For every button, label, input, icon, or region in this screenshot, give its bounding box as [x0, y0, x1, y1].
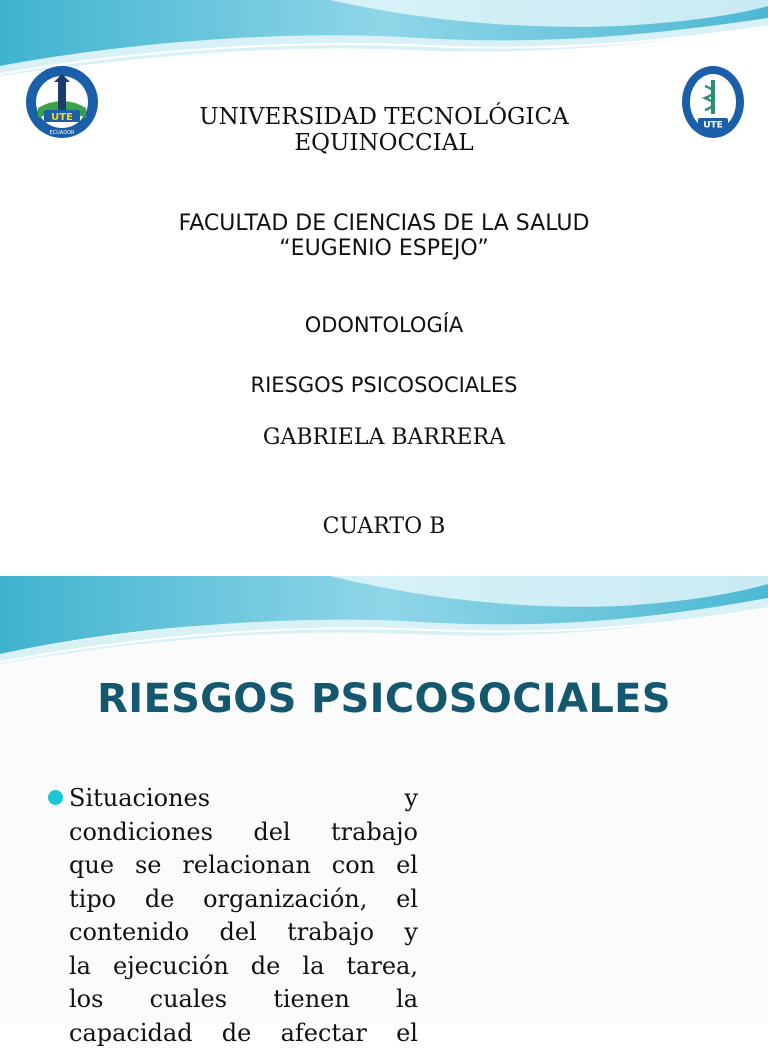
paragraph-word: tipo [69, 883, 116, 917]
paragraph-word: del [253, 816, 290, 850]
paragraph-word: que [69, 849, 114, 883]
bullet-icon [48, 790, 63, 805]
paragraph-line [69, 816, 418, 850]
course-name: CUARTO B [0, 513, 768, 541]
paragraph-word: el [396, 1017, 418, 1050]
paragraph-word: relacionan [182, 849, 310, 883]
logo-left-text: UTE [51, 112, 73, 123]
paragraph-line [69, 916, 418, 950]
paragraph-line [69, 782, 418, 816]
paragraph-word: la [69, 950, 91, 984]
career-name: ODONTOLOGÍA [0, 312, 768, 338]
paragraph-word: el [396, 849, 418, 883]
university-name-line-2: EQUINOCCIAL [0, 130, 768, 156]
paragraph-line [69, 1017, 418, 1050]
paragraph-word: Situaciones [69, 782, 210, 816]
header-wave [0, 576, 768, 666]
bullet-paragraph [69, 782, 418, 1050]
topic-name: RIESGOS PSICOSOCIALES [0, 372, 768, 398]
paragraph-line [69, 849, 418, 883]
paragraph-word: capacidad [69, 1017, 193, 1050]
slide-content [0, 576, 768, 1024]
paragraph-word: de [251, 950, 281, 984]
paragraph-word: el [396, 883, 418, 917]
paragraph-word: contenido [69, 916, 189, 950]
paragraph-word: organización, [203, 883, 367, 917]
paragraph-line [69, 983, 418, 1017]
paragraph-word: la [396, 983, 418, 1017]
author-name: GABRIELA BARRERA [0, 424, 768, 452]
university-name-line-1: UNIVERSIDAD TECNOLÓGICA [0, 104, 768, 130]
paragraph-word: ejecución [113, 950, 229, 984]
faculty-name-line-1: FACULTAD DE CIENCIAS DE LA SALUD [0, 211, 768, 237]
paragraph-word: la [302, 950, 324, 984]
paragraph-word: de [145, 883, 175, 917]
faculty-name-line-2: “EUGENIO ESPEJO” [0, 236, 768, 262]
paragraph-word: tienen [273, 983, 350, 1017]
paragraph-line [69, 883, 418, 917]
paragraph-word: trabajo [287, 916, 374, 950]
slide-heading: RIESGOS PSICOSOCIALES [0, 676, 768, 722]
paragraph-word: cuales [150, 983, 227, 1017]
header-wave [0, 0, 768, 80]
paragraph-word: tarea, [346, 950, 418, 984]
paragraph-word: del [219, 916, 256, 950]
paragraph-word: trabajo [331, 816, 418, 850]
paragraph-word: se [135, 849, 162, 883]
paragraph-word: y [404, 916, 418, 950]
paragraph-word: condiciones [69, 816, 213, 850]
logo-left-sub: ECUADOR [50, 130, 76, 136]
paragraph-word: afectar [281, 1017, 367, 1050]
paragraph-word: con [332, 849, 375, 883]
paragraph-word: y [404, 782, 418, 816]
paragraph-word: los [69, 983, 103, 1017]
paragraph-line [69, 950, 418, 984]
logo-right-text: UTE [703, 121, 723, 131]
paragraph-word: de [222, 1017, 252, 1050]
